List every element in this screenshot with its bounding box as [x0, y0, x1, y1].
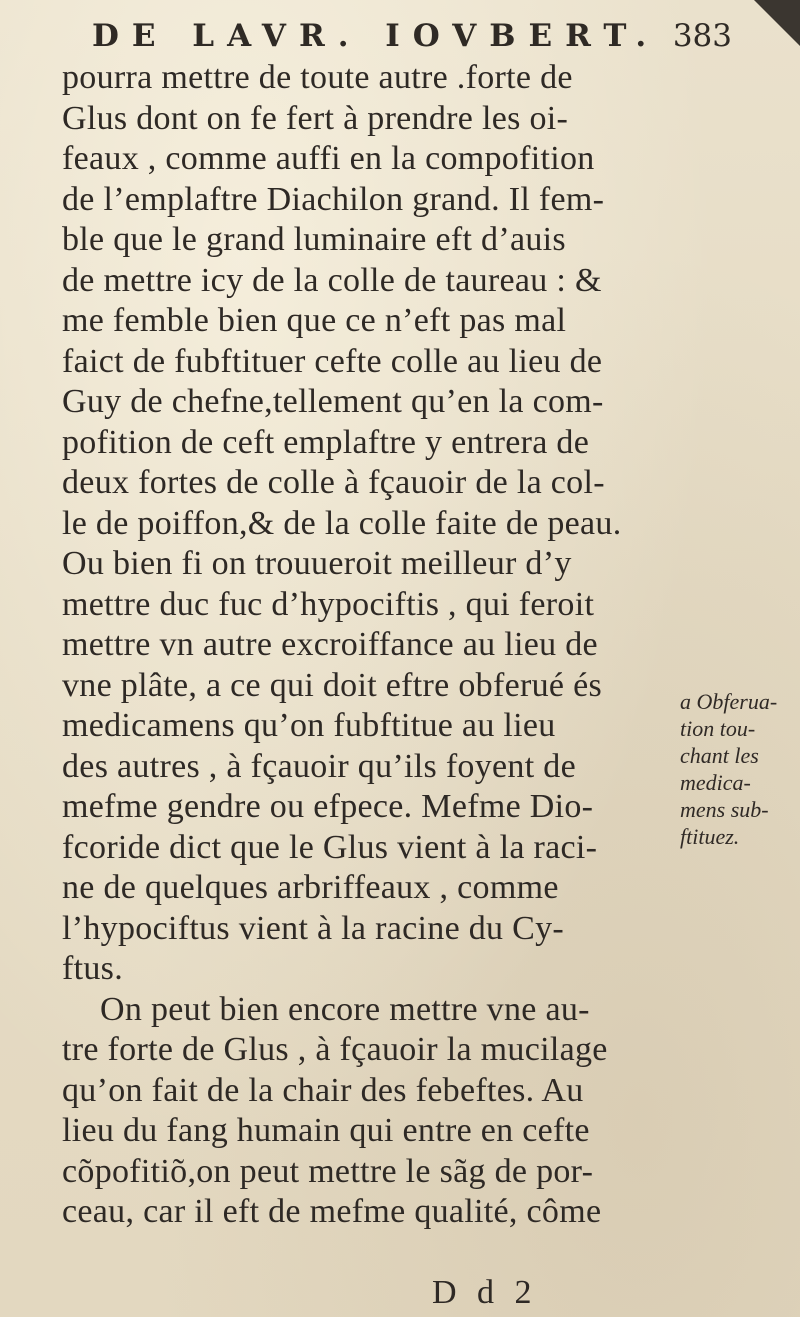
text-line: des autres , à fçauoir qu’ils foyent de	[62, 747, 576, 785]
text-line: ne de quelques arbriffeaux , comme	[62, 869, 559, 906]
margin-note-line: mens sub-	[680, 797, 769, 822]
text-line: le de poiffon,& de la colle faite de peau.	[62, 504, 622, 542]
text-line: Glus dont on fe fert à prendre les oi-	[62, 99, 569, 137]
text-line: fcoride dict que le Glus vient à la raci-	[62, 828, 598, 866]
text-line: mettre vn autre excroiffance au lieu de	[62, 626, 598, 663]
running-head: DE LAVR. IOVBERT.	[92, 18, 660, 54]
text-line: ceau, car il eft de mefme qualité, côme	[62, 1193, 602, 1230]
signature-mark: D d 2	[432, 1274, 538, 1311]
text-line: me femble bien que ce n’eft pas mal	[62, 302, 567, 339]
text-line: tre forte de Glus , à fçauoir la mucilage	[62, 1031, 608, 1068]
margin-note-line: medica-	[680, 770, 751, 795]
text-line: Ou bien fi on trouueroit meilleur d’y	[62, 545, 572, 582]
text-line: mefme gendre ou efpece. Mefme Dio-	[62, 788, 594, 825]
text-line: qu’on fait de la chair des febeftes. Au	[62, 1071, 584, 1109]
text-line: ble que le grand luminaire eft d’auis	[62, 221, 566, 258]
margin-note-line: tion tou-	[680, 716, 756, 741]
margin-note-line: chant les	[680, 743, 759, 768]
text-line: de mettre icy de la colle de taureau : &	[62, 261, 602, 299]
text-line: medicamens qu’on fubftitue au lieu	[62, 707, 556, 744]
text-line: deux fortes de colle à fçauoir de la col-	[62, 464, 605, 501]
text-line: l’hypociftus vient à la racine du Cy-	[62, 909, 565, 947]
text-line: mettre duc fuc d’hypociftis , qui feroit	[62, 585, 595, 623]
text-line: cõpofitiõ,on peut mettre le sãg de por-	[62, 1152, 594, 1190]
text-line: feaux , comme auffi en la compofition	[62, 140, 595, 177]
margin-note	[680, 688, 796, 850]
text-line: ftus.	[62, 950, 123, 987]
margin-note-line: ftituez.	[680, 824, 740, 849]
page-corner-shadow	[754, 0, 800, 46]
text-line: pofition de ceft emplaftre y entrera de	[62, 423, 590, 461]
page-header	[92, 18, 732, 62]
text-line: vne plâte, a ce qui doit eftre obferué és	[62, 666, 602, 704]
margin-note-line: a Obferua-	[680, 689, 778, 714]
text-line: On peut bien encore mettre vne au-	[100, 990, 590, 1028]
text-line: faict de fubftituer cefte colle au lieu de	[62, 342, 603, 380]
text-line: pourra mettre de toute autre .forte de	[62, 59, 573, 96]
text-line: Guy de chefne,tellement qu’en la com-	[62, 383, 604, 420]
text-line: de l’emplaftre Diachilon grand. Il fem-	[62, 180, 605, 218]
body-text	[62, 58, 662, 1233]
text-line: lieu du fang humain qui entre en cefte	[62, 1112, 590, 1149]
page-number: 383	[672, 18, 732, 54]
